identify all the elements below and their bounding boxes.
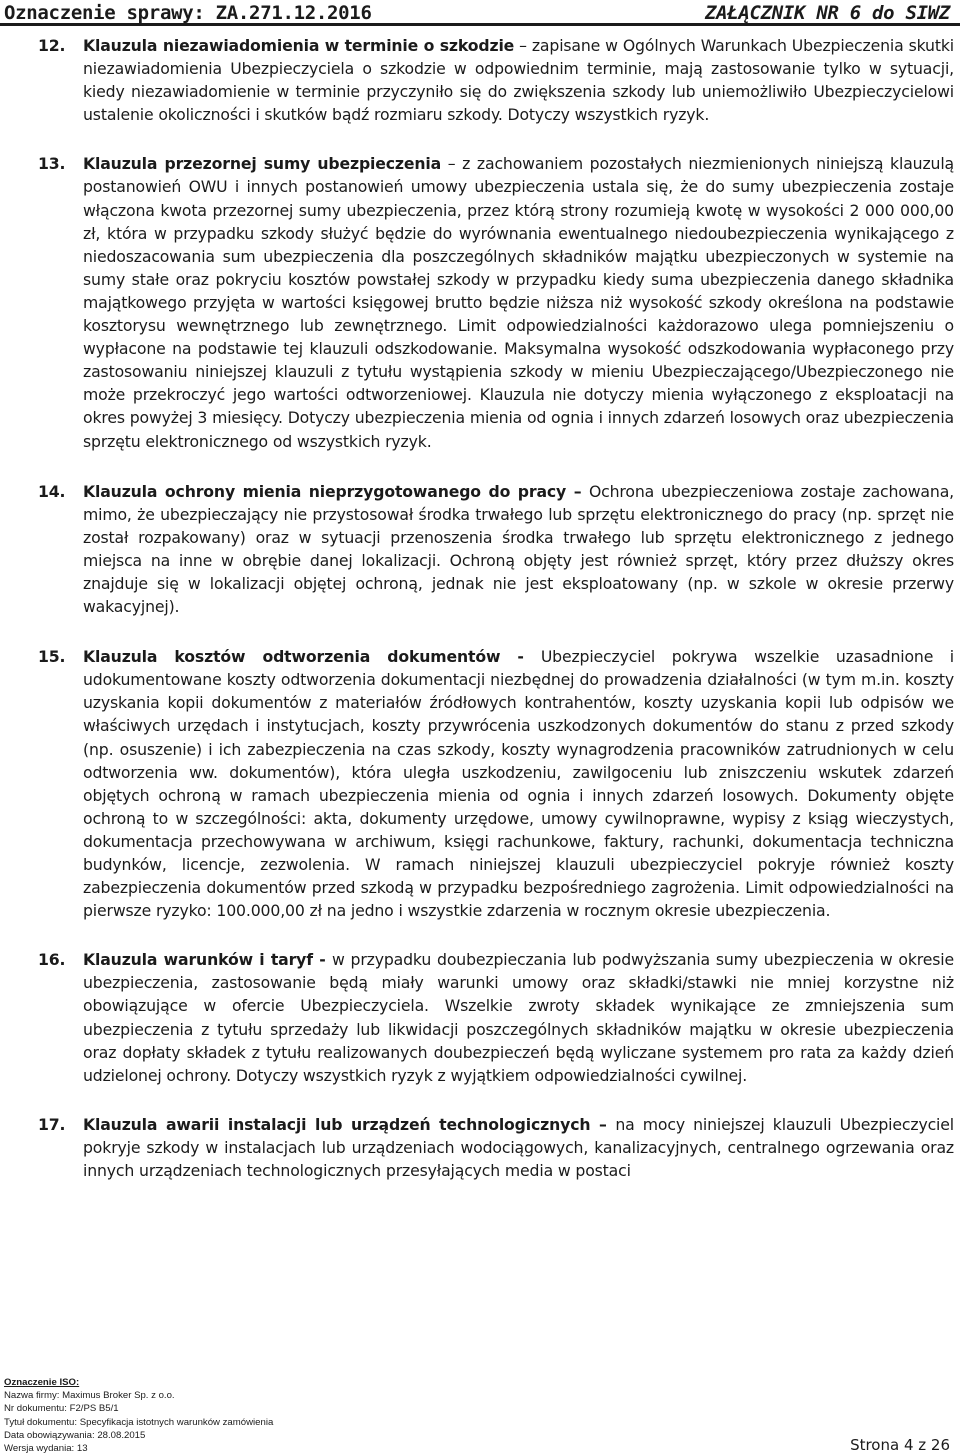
iso-label: Oznaczenie ISO: <box>4 1377 80 1388</box>
clause-number: 12. <box>38 36 66 55</box>
clause-body: w przypadku doubezpieczania lub podwyższania sumy ubezpieczenia w okresie ubezpieczenia, zastosowanie będą miały warunki umowy oraz składki/stawki nie mniej korzystne niż obowiązujące w ofercie Ubezpieczyciela. Wszelkie zwroty składek wynikające ze zmniejszenia sum ubezpieczenia z tytułu sprzedaży lub likwidacji poszczególnych składników majątku w okresie ubezpieczenia oraz dopłaty składek z tytułu realizowanych doubezpieczeń będą wyliczane systemem pro rata za każdy dzień udzielonej ochrony. Dotyczy wszystkich ryzyk z wyjątkiem odpowiedzialności cywilnej. <box>83 950 954 1085</box>
clause-17 <box>0 1113 960 1182</box>
clause-14 <box>0 480 960 619</box>
version: Wersja wydania: 13 <box>4 1443 88 1455</box>
clause-body: – zapisane w Ogólnych Warunkach Ubezpieczenia skutki niezawiadomienia Ubezpieczyciela o szkodzie w odpowiednim terminie, mają zastosowanie tylko w sytuacji, kiedy niezawiadomienie w terminie przyczyniło się do zwiększenia szkody lub uniemożliwiło Ubezpieczycielowi ustalenie okoliczności i skutków bądź rozmiaru szkody. Dotyczy wszystkich ryzyk. <box>83 36 954 125</box>
document-title: Tytuł dokumentu: Specyfikacja istotnych warunków zamówienia <box>4 1416 274 1428</box>
clause-body: Ochrona ubezpieczeniowa zostaje zachowana, mimo, że ubezpieczający nie przystosował środka trwałego lub sprzętu elektronicznego do pracy (np. sprzęt nie został rozpakowany) oraz w sytuacji przenoszenia środka trwałego lub sprzętu elektronicznego z jednego miejsca na inne w obrębie danej lokalizacji. Ochroną objęty jest również sprzęt, który przez dłuższy okres znajduje się w lokalizacji objętej ochroną, jednak nie jest eksploatowany (np. w szkole w okresie przerwy wakacyjnej). <box>83 481 954 617</box>
clause-15 <box>0 645 960 922</box>
clause-title: Klauzula warunków i taryf - <box>83 950 332 970</box>
clause-number: 15. <box>38 647 66 667</box>
clause-title: Klauzula awarii instalacji lub urządzeń technologicznych – <box>83 1114 616 1134</box>
clause-body: – z zachowaniem pozostałych niezmienionych niniejszą klauzulą postanowień OWU i innych postanowień umowy ubezpieczenia ustala się, że do sumy ubezpieczenia zostaje włączona kwota przezornej sumy ubezpieczenia, przez którą strony rozumieją kwotę w wysokości 2 000 000,00 zł, która w przypadku szkody służyć będzie do wyrównania ewentualnego niedoubezpieczenia wynikającego z niedoszacowania sum ubezpieczenia dla poszczególnych składników majątku ubezpieczonych w systemie na sumy stałe oraz pokryciu kosztów powstałej szkody w przypadku kiedy suma ubezpieczenia danego składnika majątkowego przyjęta w wartości księgowej brutto będzie niższa niż wysokość szkody określona na podstawie kosztorysu wewnętrznego lub zewnętrznego. Limit odpowiedzialności każdorazowo ulega pomniejszeniu o wypłacone na podstawie tej klauzuli odszkodowanie. Maksymalna wysokość odszkodowania wypłaconego przy zastosowaniu niniejszej klauzuli z tytułu wystąpienia szkody w mieniu Ubezpieczającego/Ubezpieczonego nie może przekroczyć jego wartości odtworzeniowej. Klauzula nie dotyczy mienia wyłączonego z eksploatacji na okres powyżej 3 miesięcy. Dotyczy ubezpieczenia mienia od ognia i innych zdarzeń losowych oraz ubezpieczenia sprzętu elektronicznego od wszystkich ryzyk. <box>83 154 954 451</box>
page-header <box>0 0 960 26</box>
clause-title: Klauzula kosztów odtworzenia dokumentów - <box>83 647 541 667</box>
clause-16 <box>0 948 960 1087</box>
effective-date: Data obowiązywania: 28.08.2015 <box>4 1429 146 1441</box>
case-number: Oznaczenie sprawy: ZA.271.12.2016 <box>4 2 372 24</box>
clause-12 <box>0 34 960 126</box>
clause-number: 17. <box>38 1114 66 1134</box>
attachment-label: ZAŁĄCZNIK NR 6 do SIWZ <box>704 2 950 24</box>
footer-metadata <box>4 1376 273 1455</box>
clause-number: 14. <box>38 481 66 501</box>
clause-13 <box>0 152 960 452</box>
page-number: Strona 4 z 26 <box>850 1436 950 1454</box>
firm-name: Nazwa firmy: Maximus Broker Sp. z o.o. <box>4 1390 175 1402</box>
clause-title: Klauzula przezornej sumy ubezpieczenia <box>83 154 442 174</box>
clause-number: 16. <box>38 950 66 970</box>
clause-body: Ubezpieczyciel pokrywa wszelkie uzasadnione i udokumentowane koszty odtworzenia dokumentacji niezbędnej do prowadzenia działalności (w tym m.in. koszty uzyskania kopii dokumentów z materiałów źródłowych kontrahentów, koszty uzyskania kopii lub odpisów we właściwych urzędach i instytucjach, koszty przywrócenia uszkodzonych dokumentów do stanu z przed szkody (np. osuszenie) i ich zabezpieczenia na czas szkody, koszty wynagrodzenia pracowników zatrudnionych w celu odtworzenia ww. dokumentów), która uległa uszkodzeniu, zawilgoceniu lub zniszczeniu wskutek zdarzeń objętych ochroną w ramach ubezpieczenia mienia od ognia i innych zdarzeń losowych. Dokumenty objęte ochroną to w szczególności: akta, dokumenty urzędowe, umowy cywilnoprawne, wypisy z ksiąg wieczystych, dokumentacja przechowywana w archiwum, księgi rachunkowe, faktury, rachunki, dokumentacja techniczna budynków, licencje, zezwolenia. W ramach niniejszej klauzuli ubezpieczyciel pokryje również koszty zabezpieczenia dokumentów przed szkodą w przypadku bezpośredniego zagrożenia. Limit odpowiedzialności na pierwsze ryzyko: 100.000,00 zł na jedno i wszystkie zdarzenia w rocznym okresie ubezpieczenia. <box>83 647 954 921</box>
clause-number: 13. <box>38 154 66 174</box>
document-number: Nr dokumentu: F2/PS B5/1 <box>4 1403 119 1415</box>
clause-title: Klauzula ochrony mienia nieprzygotowanego do pracy – <box>83 481 589 501</box>
document-body <box>0 34 960 1182</box>
clause-title: Klauzula niezawiadomienia w terminie o szkodzie <box>83 36 515 55</box>
clause-body: na mocy niniejszej klauzuli Ubezpieczyciel pokryje szkody w instalacjach lub urządzeniach wodociągowych, kanalizacyjnych, centralnego ogrzewania oraz innych urządzeniach technologicznych przesyłających media w postaci <box>83 1114 954 1181</box>
